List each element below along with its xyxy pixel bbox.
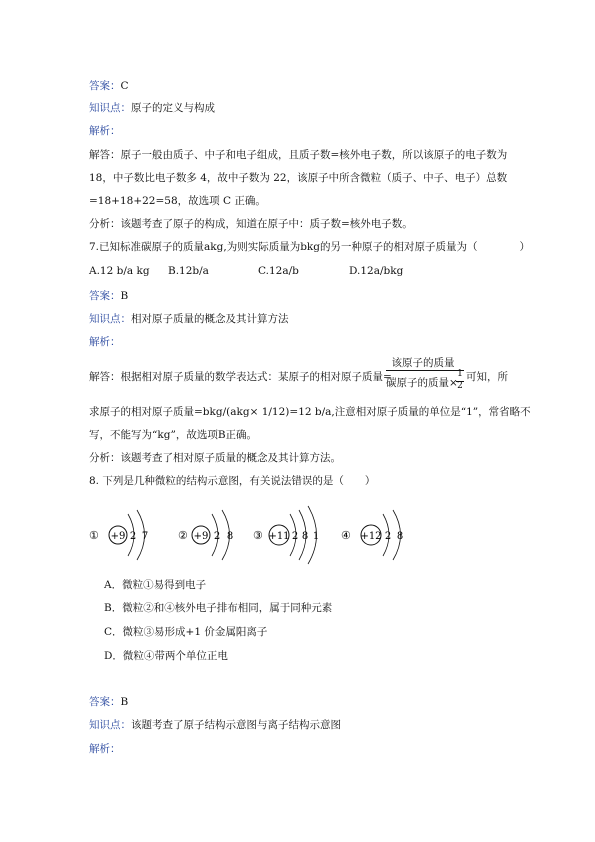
analysis-label: 解析： — [89, 125, 121, 137]
analysis-note: 分析：该题考查了原子的构成，知道在原子中：质子数=核外电子数。 — [89, 218, 413, 230]
shell-electron-count: 7 — [141, 531, 149, 542]
question-stem: 8. 下列是几种微粒的结构示意图，有关说法错误的是（ ） — [89, 475, 376, 487]
option-d: D.12a/bkg — [349, 265, 404, 277]
solution-line: 解答：原子一般由质子、中子和电子组成，且质子数=核外电子数，所以该原子的电子数为 — [89, 149, 508, 161]
particle-label: ④ — [341, 529, 351, 542]
analysis-label: 解析： — [89, 743, 121, 755]
knowledge-point-line — [89, 101, 215, 115]
answer-label: 答案： — [89, 290, 121, 302]
nucleus-charge: +9 — [193, 531, 209, 542]
shell-electron-count: 8 — [226, 531, 234, 542]
solution-line: =18+18+22=58，故选项 C 正确。 — [89, 195, 266, 207]
analysis-label: 解析： — [89, 336, 121, 348]
knowledge-point-label: 知识点： — [89, 313, 131, 325]
small-fraction-denominator: 2 — [457, 381, 463, 391]
particle-label: ② — [178, 529, 188, 542]
answer-value: B — [120, 290, 129, 302]
option-d: D．微粒④带两个单位正电 — [104, 650, 228, 662]
answer-value: C — [120, 80, 129, 92]
shell-electron-count: 2 — [129, 531, 137, 542]
option-a: A．微粒①易得到电子 — [104, 579, 207, 591]
shell-electron-count: 2 — [291, 531, 299, 542]
shell-electron-count: 1 — [312, 531, 320, 542]
answer-label: 答案： — [89, 80, 121, 92]
answer-line — [89, 695, 128, 709]
answer-label: 答案： — [89, 696, 121, 708]
knowledge-point-line — [89, 718, 341, 732]
solution-line: 求原子的相对原子质量=bkg/(akg× 1/12)=12 b/a,注意相对原子质量的单位是“1”，常省略不 — [89, 406, 531, 418]
question-stem: 7.已知标准碳原子的质量akg,为则实际质量为bkg的另一种原子的相对原子质量为（ ） — [89, 241, 531, 253]
particle-diagram-3 — [253, 506, 319, 564]
particle-label: ③ — [253, 529, 263, 542]
analysis-note: 分析：该题考查了相对原子质量的概念及其计算方法。 — [89, 452, 341, 464]
shell-electron-count: 2 — [213, 531, 221, 542]
knowledge-point-label: 知识点： — [89, 719, 131, 731]
fraction-bar — [386, 370, 464, 371]
small-fraction-numerator: 1 — [457, 369, 463, 379]
solution-line: 18，中子数比电子数多 4，故中子数为 22，该原子中所含微粒（质子、中子、电子）总数 — [89, 172, 508, 184]
answer-value: B — [120, 696, 129, 708]
shell-electron-count: 8 — [301, 531, 309, 542]
option-a: A.12 b/a kg — [89, 265, 150, 277]
particle-diagram-4 — [341, 510, 403, 560]
answer-line — [89, 289, 128, 303]
nucleus-charge: +9 — [110, 531, 126, 542]
shell-electron-count: 8 — [396, 531, 404, 542]
fraction-numerator: 该原子的质量 — [391, 357, 455, 369]
solution-line: 解答：根据相对原子质量的数学表达式：某原子的相对原子质量= — [89, 371, 392, 383]
solution-line-tail: 可知，所 — [466, 371, 508, 383]
knowledge-point-line — [89, 312, 289, 326]
option-b: B.12b/a — [168, 265, 209, 277]
nucleus-charge: +12 — [360, 531, 382, 542]
option-c: C．微粒③易形成+1 价金属阳离子 — [104, 626, 268, 638]
particle-diagram-2 — [178, 510, 233, 560]
option-c: C.12a/b — [258, 265, 299, 277]
knowledge-point-label: 知识点： — [89, 102, 131, 114]
particle-structure-diagrams — [0, 502, 595, 572]
solution-line: 写，不能写为“kg”，故选项B正确。 — [89, 429, 258, 441]
knowledge-point-text: 相对原子质量的概念及其计算方法 — [131, 313, 289, 325]
particle-label: ① — [89, 529, 99, 542]
knowledge-point-text: 该题考查了原子结构示意图与离子结构示意图 — [131, 719, 341, 731]
option-b: B．微粒②和④核外电子排布相同，属于同种元素 — [104, 602, 333, 614]
answer-line — [89, 79, 129, 93]
nucleus-charge: +11 — [268, 531, 290, 542]
particle-diagram-1 — [89, 510, 148, 560]
knowledge-point-text: 原子的定义与构成 — [131, 102, 215, 114]
fraction-denominator: 碳原子的质量× — [386, 377, 458, 389]
shell-electron-count: 2 — [384, 531, 392, 542]
